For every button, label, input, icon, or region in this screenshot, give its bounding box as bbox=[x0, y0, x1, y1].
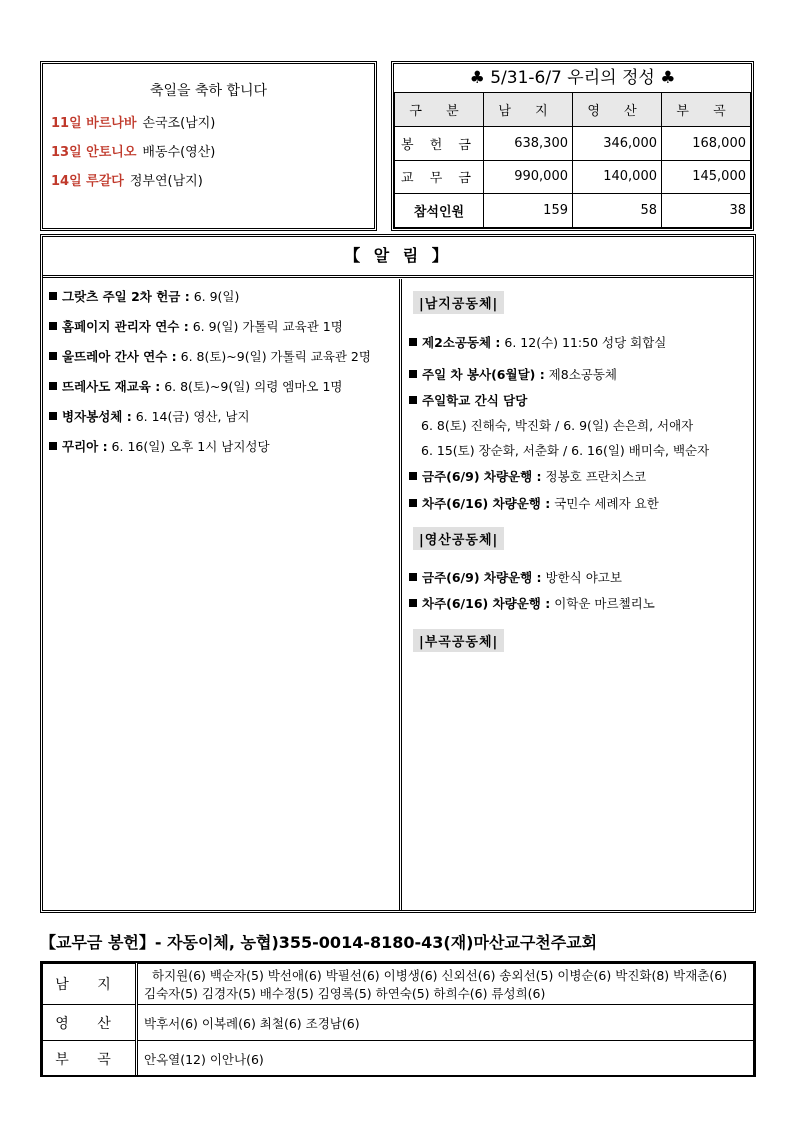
region-label: 영 산 bbox=[43, 1005, 137, 1041]
notice-item-heading: 병자봉성체 : bbox=[62, 409, 132, 424]
notice-item bbox=[409, 568, 622, 586]
bullet-icon bbox=[49, 322, 57, 330]
notice-item bbox=[49, 377, 342, 395]
bullet-icon bbox=[49, 382, 57, 390]
notice-item-heading: 주일학교 간식 담당 bbox=[422, 393, 528, 408]
table-cell: 140,000 bbox=[573, 160, 662, 194]
donor-line: 박후서(6) 이복례(6) 최철(6) 조경남(6) bbox=[144, 1015, 360, 1031]
bullet-icon bbox=[409, 396, 417, 404]
col-header: 부 곡 bbox=[662, 93, 751, 127]
notice-item bbox=[409, 467, 646, 485]
feast-person: 배동수(영산) bbox=[142, 145, 216, 160]
notice-item-text: 6. 8(토)~9(일) 가톨릭 교육관 2명 bbox=[176, 349, 371, 364]
notice-item-text: 6. 14(금) 영산, 남지 bbox=[131, 409, 250, 424]
table-cell: 990,000 bbox=[484, 160, 573, 194]
bullet-icon bbox=[49, 442, 57, 450]
community-tag-yeongsan: |영산공동체| bbox=[413, 527, 504, 550]
notice-item-text: 이학운 마르첼리노 bbox=[550, 596, 655, 611]
notice-item bbox=[409, 333, 666, 351]
notice-item-heading: 뜨레사도 재교육 : bbox=[62, 379, 161, 394]
notice-item-text: 6. 16(일) 오후 1시 남지성당 bbox=[107, 439, 270, 454]
bullet-icon bbox=[409, 599, 417, 607]
row-label: 봉 헌 금 bbox=[395, 126, 484, 160]
notice-right-column bbox=[403, 279, 753, 910]
notice-item bbox=[49, 437, 270, 455]
notice-item bbox=[49, 407, 250, 425]
notice-item-heading: 그랏츠 주일 2차 헌금 : bbox=[62, 289, 190, 304]
offering-title: ♣ 5/31-6/7 우리의 정성 ♣ bbox=[394, 64, 751, 93]
table-cell: 159 bbox=[484, 194, 573, 228]
bullet-icon bbox=[49, 412, 57, 420]
feast-title: 축일을 축하 합니다 bbox=[149, 83, 268, 99]
notice-item-text: 6. 9(일) bbox=[189, 289, 240, 304]
notice-item-heading: 주일 차 봉사(6월달) : bbox=[422, 367, 545, 382]
notice-title: 【 알 림 】 bbox=[43, 237, 753, 278]
donor-names bbox=[137, 964, 754, 1005]
notice-box bbox=[40, 234, 756, 913]
notice-item bbox=[409, 594, 655, 612]
table-row bbox=[395, 160, 751, 194]
donor-names bbox=[137, 1041, 754, 1077]
notice-item-text: 6. 12(수) 11:50 성당 회합실 bbox=[500, 335, 667, 350]
notice-item-heading: 차주(6/16) 차량운행 : bbox=[422, 596, 551, 611]
notice-item bbox=[49, 287, 239, 305]
table-cell: 346,000 bbox=[573, 126, 662, 160]
snack-schedule-line: 6. 8(토) 진해숙, 박진화 / 6. 9(일) 손은희, 서애자 bbox=[421, 418, 694, 433]
col-header: 영 산 bbox=[573, 93, 662, 127]
bullet-icon bbox=[409, 338, 417, 346]
table-row bbox=[43, 964, 754, 1005]
region-label: 부 곡 bbox=[43, 1041, 137, 1077]
table-row bbox=[43, 1041, 754, 1077]
table-cell: 38 bbox=[662, 194, 751, 228]
table-row bbox=[395, 126, 751, 160]
table-cell: 145,000 bbox=[662, 160, 751, 194]
snack-schedule-line: 6. 15(토) 장순화, 서춘화 / 6. 16(일) 배미숙, 백순자 bbox=[421, 443, 710, 458]
table-header-row bbox=[395, 93, 751, 127]
notice-left-column bbox=[43, 279, 402, 910]
notice-item bbox=[409, 391, 527, 409]
notice-item-text: 방한식 야고보 bbox=[541, 570, 622, 585]
col-header: 남 지 bbox=[484, 93, 573, 127]
notice-item-text: 국민수 세례자 요한 bbox=[550, 496, 659, 511]
feast-day: 14일 루갈다 bbox=[51, 174, 124, 189]
notice-item bbox=[49, 317, 343, 335]
feast-person: 손국조(남지) bbox=[142, 116, 216, 131]
dues-table bbox=[42, 963, 754, 1077]
col-header: 구 분 bbox=[395, 93, 484, 127]
donor-names bbox=[137, 1005, 754, 1041]
feast-entry bbox=[51, 170, 203, 189]
notice-item-text: 제8소공동체 bbox=[544, 367, 618, 382]
bullet-icon bbox=[49, 352, 57, 360]
offering-box bbox=[391, 61, 754, 231]
donor-line: 김숙자(5) 김경자(5) 배수정(5) 김영록(5) 하연숙(5) 하희수(6) 류성희(6) bbox=[144, 986, 546, 1001]
feast-day-box bbox=[40, 61, 377, 231]
row-label: 참석인원 bbox=[395, 194, 484, 228]
bullet-icon bbox=[409, 370, 417, 378]
notice-item-heading: 울뜨레아 간사 연수 : bbox=[62, 349, 177, 364]
feast-person: 정부연(남지) bbox=[129, 174, 203, 189]
community-tag-bugok: |부곡공동체| bbox=[413, 629, 504, 652]
notice-item-heading: 제2소공동체 : bbox=[422, 335, 501, 350]
notice-item-heading: 금주(6/9) 차량운행 : bbox=[422, 570, 542, 585]
donor-line: 안옥열(12) 이안나(6) bbox=[144, 1051, 264, 1067]
notice-item-heading: 꾸리아 : bbox=[62, 439, 108, 454]
donor-line: 하지원(6) 백순자(5) 박선애(6) 박필선(6) 이병생(6) 신외선(6) 송외선(5) 이병순(6) 박진화(8) 박재춘(6) bbox=[152, 968, 728, 983]
notice-item-heading: 금주(6/9) 차량운행 : bbox=[422, 469, 542, 484]
table-cell: 638,300 bbox=[484, 126, 573, 160]
table-cell: 58 bbox=[573, 194, 662, 228]
region-label: 남 지 bbox=[43, 964, 137, 1005]
offering-table bbox=[394, 92, 751, 228]
feast-day: 11일 바르나바 bbox=[51, 116, 137, 131]
bullet-icon bbox=[49, 292, 57, 300]
bullet-icon bbox=[409, 573, 417, 581]
feast-entry bbox=[51, 141, 215, 160]
dues-table-box bbox=[40, 961, 756, 1077]
notice-item-text: 6. 8(토)~9(일) 의령 엠마오 1명 bbox=[160, 379, 343, 394]
notice-item-heading: 차주(6/16) 차량운행 : bbox=[422, 496, 551, 511]
notice-item bbox=[409, 365, 617, 383]
notice-item-heading: 홈페이지 관리자 연수 : bbox=[62, 319, 189, 334]
notice-item bbox=[409, 494, 659, 512]
feast-day: 13일 안토니오 bbox=[51, 145, 137, 160]
table-cell: 168,000 bbox=[662, 126, 751, 160]
feast-entry bbox=[51, 112, 215, 131]
community-tag-namji: |남지공동체| bbox=[413, 291, 504, 314]
row-label: 교 무 금 bbox=[395, 160, 484, 194]
notice-item-text: 6. 9(일) 가톨릭 교육관 1명 bbox=[188, 319, 343, 334]
bullet-icon bbox=[409, 472, 417, 480]
dues-header: 【교무금 봉헌】- 자동이체, 농협)355-0014-8180-43(재)마산교구천주교회 bbox=[40, 933, 598, 952]
notice-item bbox=[49, 347, 371, 365]
notice-item-text: 정봉호 프란치스코 bbox=[541, 469, 647, 484]
bullet-icon bbox=[409, 499, 417, 507]
table-row bbox=[395, 194, 751, 228]
table-row bbox=[43, 1005, 754, 1041]
